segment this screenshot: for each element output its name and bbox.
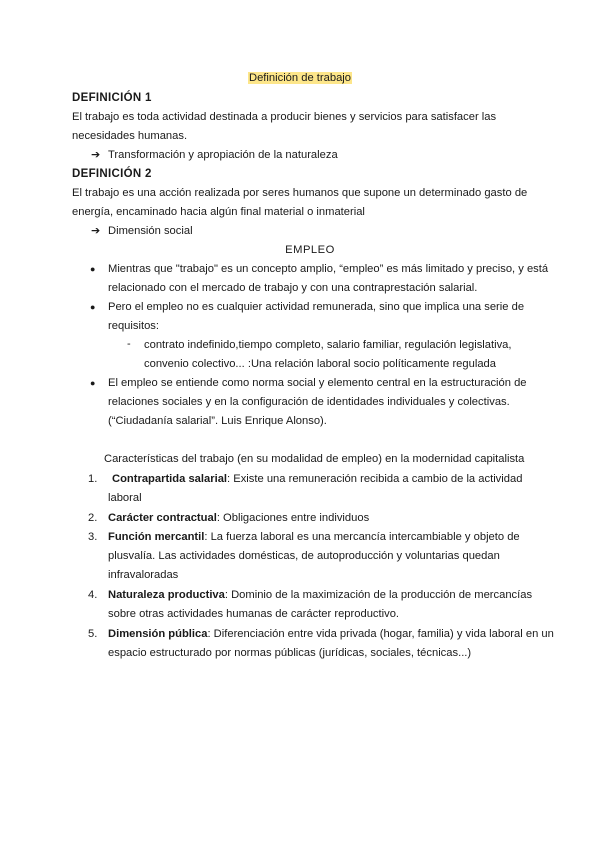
def1-arrow-item: Transformación y apropiación de la naturaleza xyxy=(108,149,338,161)
list-item-text: : La fuerza laboral es una mercancía intercambiable y objeto de xyxy=(204,531,520,543)
list-number: 1. xyxy=(88,473,98,485)
def2-line-2: energía, encaminado hacia algún final material o inmaterial xyxy=(72,206,365,218)
list-item-text: : Dominio de la maximización de la producción de mercancías xyxy=(224,589,533,601)
caracteristicas-heading: Características del trabajo (en su modalidad de empleo) en la modernidad capitalista xyxy=(104,453,525,465)
list-item-term: Función mercantil xyxy=(108,531,205,543)
list-item-term: Dimensión pública xyxy=(108,628,208,640)
def1-line-2: necesidades humanas. xyxy=(72,130,188,142)
list-item-5 xyxy=(108,627,554,641)
list-item-term: Carácter contractual xyxy=(108,512,217,524)
arrow-bullet-icon: ➔ xyxy=(91,149,101,161)
empleo-bullet-1-line-1: Mientras que "trabajo" es un concepto amplio, “empleo” es más limitado y preciso, y está xyxy=(108,263,549,275)
empleo-bullet-1-line-2: relacionado con el mercado de trabajo y con una contraprestación salarial. xyxy=(108,282,478,294)
list-item-text: : Diferenciación entre vida privada (hogar, familia) y vida laboral en un xyxy=(207,628,554,640)
list-number: 5. xyxy=(88,628,98,640)
list-item-4 xyxy=(108,588,532,602)
list-item-term: Contrapartida salarial xyxy=(112,473,228,485)
list-item-4-cont: sobre otras actividades humanas de carácter reproductivo. xyxy=(108,608,400,620)
def2-arrow-item: Dimensión social xyxy=(108,225,193,237)
dash-bullet-icon: - xyxy=(127,338,131,350)
empleo-sub-item-line-1: contrato indefinido,tiempo completo, salario familiar, regulación legislativa, xyxy=(144,339,512,351)
document-title xyxy=(0,71,600,85)
list-item-text: : Existe una remuneración recibida a cambio de la actividad xyxy=(227,473,523,485)
list-item-3 xyxy=(108,530,520,544)
list-item-3-cont-1: plusvalía. Las actividades domésticas, de autoproducción y voluntarias quedan xyxy=(108,550,500,562)
def1-heading: DEFINICIÓN 1 xyxy=(72,92,152,104)
list-item-text: : Obligaciones entre individuos xyxy=(216,512,370,524)
list-item-5-cont: espacio estructurado por normas públicas (jurídicas, sociales, técnicas...) xyxy=(108,647,472,659)
list-number: 2. xyxy=(88,512,98,524)
empleo-bullet-2-line-2: requisitos: xyxy=(108,320,159,332)
empleo-heading: EMPLEO xyxy=(285,244,335,256)
empleo-sub-item-line-2: convenio colectivo... :Una relación laboral socio políticamente regulada xyxy=(144,358,496,370)
list-item-1 xyxy=(112,472,522,486)
arrow-bullet-icon: ➔ xyxy=(91,225,101,237)
empleo-bullet-3-line-3: (“Ciudadanía salarial”. Luis Enrique Alonso). xyxy=(108,415,327,427)
list-item-term: Naturaleza productiva xyxy=(108,589,225,601)
list-item-1-cont: laboral xyxy=(108,492,142,504)
bullet-icon: ● xyxy=(90,378,96,388)
empleo-bullet-3-line-2: relaciones sociales y en la configuración de identidades individuales y colectivas. xyxy=(108,396,510,408)
def2-line-1: El trabajo es una acción realizada por seres humanos que supone un determinado gasto de xyxy=(72,187,528,199)
document-title-text: Definición de trabajo xyxy=(249,72,351,84)
bullet-icon: ● xyxy=(90,264,96,274)
list-number: 4. xyxy=(88,589,98,601)
bullet-icon: ● xyxy=(90,302,96,312)
empleo-bullet-3-line-1: El empleo se entiende como norma social y elemento central en la estructuración de xyxy=(108,377,527,389)
def2-heading: DEFINICIÓN 2 xyxy=(72,168,152,180)
list-item-3-cont-2: infravaloradas xyxy=(108,569,179,581)
list-item-2 xyxy=(108,511,369,525)
empleo-bullet-2-line-1: Pero el empleo no es cualquier actividad remunerada, sino que implica una serie de xyxy=(108,301,525,313)
list-number: 3. xyxy=(88,531,98,543)
def1-line-1: El trabajo es toda actividad destinada a producir bienes y servicios para satisfacer las xyxy=(72,111,497,123)
